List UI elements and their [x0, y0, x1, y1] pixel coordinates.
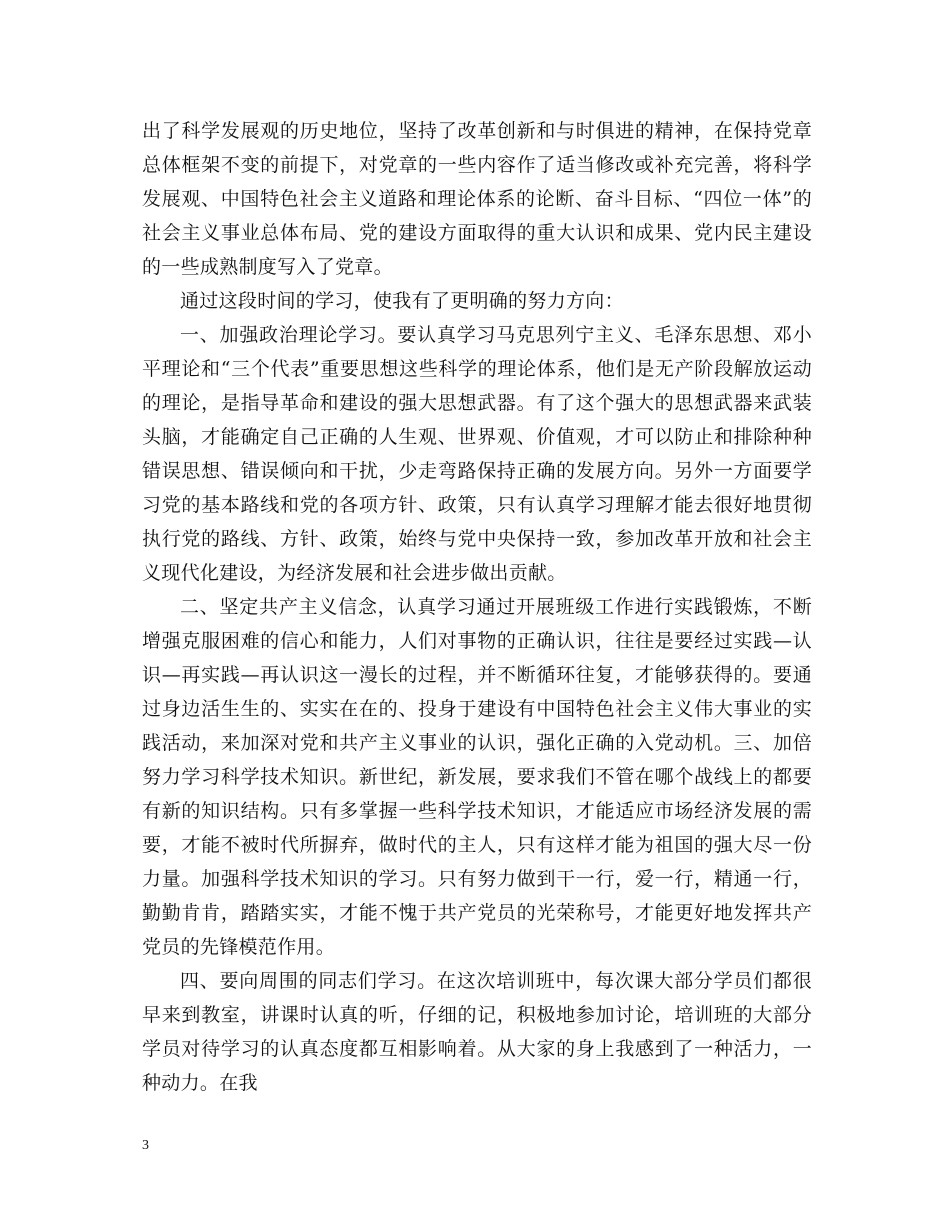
- body-text: [142, 114, 812, 1100]
- paragraph-3: 一、加强政治理论学习。要认真学习马克思列宁主义、毛泽东思想、邓小平理论和“三个代表”重要思想这些科学的理论体系，他们是无产阶段解放运动的理论，是指导革命和建设的强大思想武器。有了这个强大的思想武器来武装头脑，才能确定自己正确的人生观、世界观、价值观，才可以防止和排除种种错误思想、错误倾向和干扰，少走弯路保持正确的发展方向。另外一方面要学习党的基本路线和党的各项方针、政策，只有认真学习理解才能去很好地贯彻执行党的路线、方针、政策，始终与党中央保持一致，参加改革开放和社会主义现代化建设，为经济发展和社会进步做出贡献。: [142, 324, 812, 584]
- paragraph-4: 二、坚定共产主义信念，认真学习通过开展班级工作进行实践锻炼，不断增强克服困难的信心和能力，人们对事物的正确认识，往往是要经过实践—认识—再实践—再认识这一漫长的过程，并不断循环往复，才能够获得的。要通过身边活生生的、实实在在的、投身于建设有中国特色社会主义伟大事业的实践活动，来加深对党和共产主义事业的认识，强化正确的入党动机。三、加倍努力学习科学技术知识。新世纪，新发展，要求我们不管在哪个战线上的都要有新的知识结构。只有多掌握一些科学技术知识，才能适应市场经济发展的需要，才能不被时代所摒弃，做时代的主人，只有这样才能为祖国的强大尽一份力量。加强科学技术知识的学习。只有努力做到干一行，爱一行，精通一行，勤勤肯肯，踏踏实实，才能不愧于共产党员的光荣称号，才能更好地发挥共产党员的先锋模范作用。: [142, 596, 812, 958]
- paragraph-2: 通过这段时间的学习，使我有了更明确的努力方向：: [180, 290, 624, 312]
- paragraph-1: 出了科学发展观的历史地位，坚持了改革创新和与时俱进的精神，在保持党章总体框架不变的前提下，对党章的一些内容作了适当修改或补充完善，将科学发展观、中国特色社会主义道路和理论体系的论断、奋斗目标、“四位一体”的社会主义事业总体布局、党的建设方面取得的重大认识和成果、党内民主建设的一些成熟制度写入了党章。: [142, 120, 812, 278]
- page-number: 3: [142, 1138, 149, 1153]
- paragraph-5: 四、要向周围的同志们学习。在这次培训班中，每次课大部分学员们都很早来到教室，讲课时认真的听，仔细的记，积极地参加讨论，培训班的大部分学员对待学习的认真态度都互相影响着。从大家的身上我感到了一种活力，一种动力。在我: [142, 970, 812, 1094]
